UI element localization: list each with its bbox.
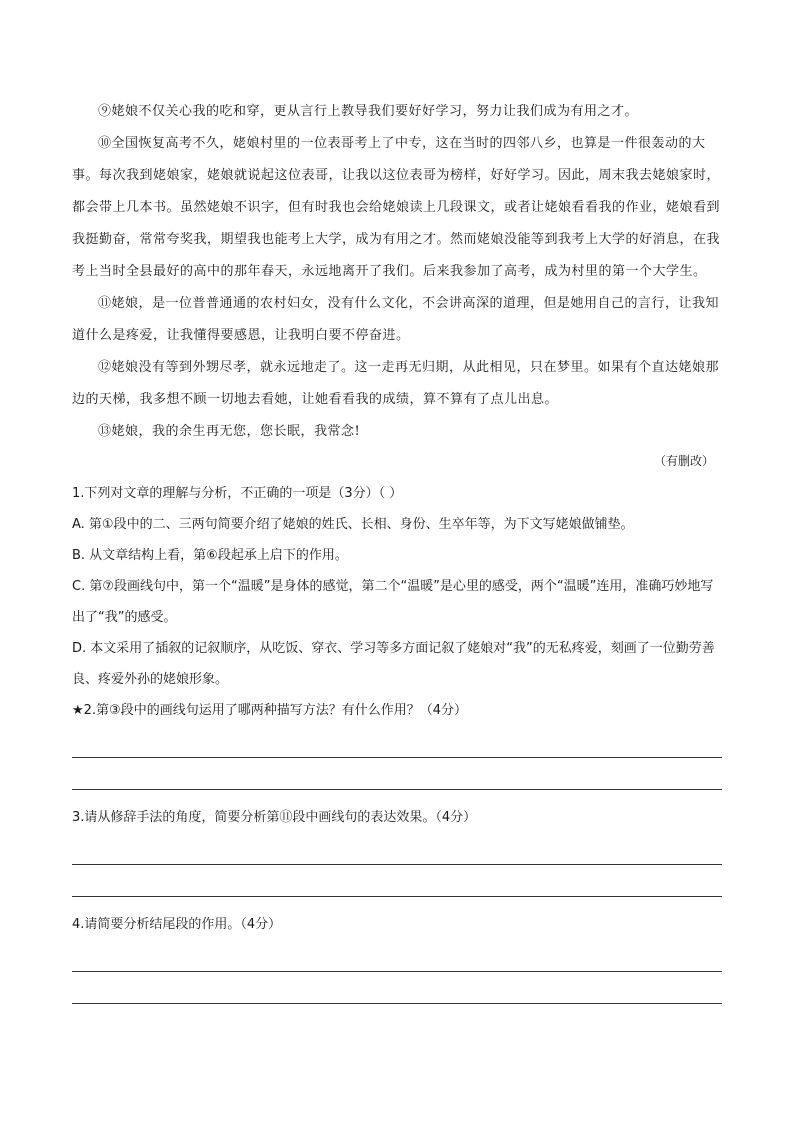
answer-line[interactable]	[72, 972, 722, 1004]
answer-line[interactable]	[72, 758, 722, 790]
answer-line[interactable]	[72, 940, 722, 972]
passage-paragraph-10: ⑩全国恢复高考不久，姥娘村里的一位表哥考上了中专，这在当时的四邻八乡，也算是一件很轰动的大事。每次我到姥娘家，姥娘就说起这位表哥，让我以这位表哥为榜样，好好学习。因此，周末我去姥娘家时，都会带上几本书。虽然姥娘不识字，但有时我也会给姥娘读上几段课文，或者让姥娘看看我的作业，姥娘看到我挺勤奋，常常夸奖我，期望我也能考上大学，成为有用之才。然而姥娘没能等到我考上大学的好消息，在我考上当时全县最好的高中的那年春天，永远地离开了我们。后来我参加了高考，成为村里的第一个大学生。	[72, 136, 721, 279]
passage-paragraph-11: ⑪姥娘，是一位普普通通的农村妇女，没有什么文化，不会讲高深的道理，但是她用自己的言行，让我知道什么是疼爱，让我懂得要感恩，让我明白要不停奋进。	[72, 296, 720, 343]
passage-paragraph-9: ⑨姥娘不仅关心我的吃和穿，更从言行上教导我们要好好学习，努力让我们成为有用之才。	[98, 104, 639, 119]
answer-line[interactable]	[72, 726, 722, 758]
question-1-option-a: A. 第①段中的二、三两句简要介绍了姥娘的姓氏、长相、身份、生卒年等，为下文写姥娘做铺垫。	[72, 517, 634, 532]
question-2-stem: ★2.第③段中的画线句运用了哪两种描写方法？有什么作用？（4分）	[72, 703, 467, 718]
worksheet-page	[72, 96, 722, 1004]
spacer	[72, 897, 722, 909]
question-1-option-b: B. 从文章结构上看，第⑥段起承上启下的作用。	[72, 548, 348, 563]
question-3-stem: 3.请从修辞手法的角度，简要分析第⑪段中画线句的表达效果。（4分）	[72, 810, 477, 825]
answer-line[interactable]	[72, 865, 722, 897]
passage-paragraph-13: ⑬姥娘，我的余生再无您，您长眠，我常念!	[98, 424, 361, 439]
spacer	[72, 790, 722, 802]
source-note: （有删改）	[653, 454, 714, 468]
answer-line[interactable]	[72, 833, 722, 865]
question-1-option-d: D. 本文采用了插叙的记叙顺序，从吃饭、穿衣、学习等多方面记叙了姥娘对“我”的无私疼爱，刻画了一位勤劳善良、疼爱外孙的姥娘形象。	[72, 641, 715, 687]
question-1-stem: 1.下列对文章的理解与分析，不正确的一项是（3分）（ ）	[72, 486, 403, 501]
passage-paragraph-12: ⑫姥娘没有等到外甥尽孝，就永远地走了。这一走再无归期，从此相见，只在梦里。如果有个直达姥娘那边的天梯，我多想不顾一切地去看她，让她看看我的成绩，算不算有了点儿出息。	[72, 360, 720, 407]
question-1-option-c: C. 第⑦段画线句中，第一个“温暖”是身体的感觉，第二个“温暖”是心里的感受，两个“温暖”连用，准确巧妙地写出了“我”的感受。	[72, 579, 714, 625]
question-4-stem: 4.请简要分析结尾段的作用。（4分）	[72, 917, 282, 932]
